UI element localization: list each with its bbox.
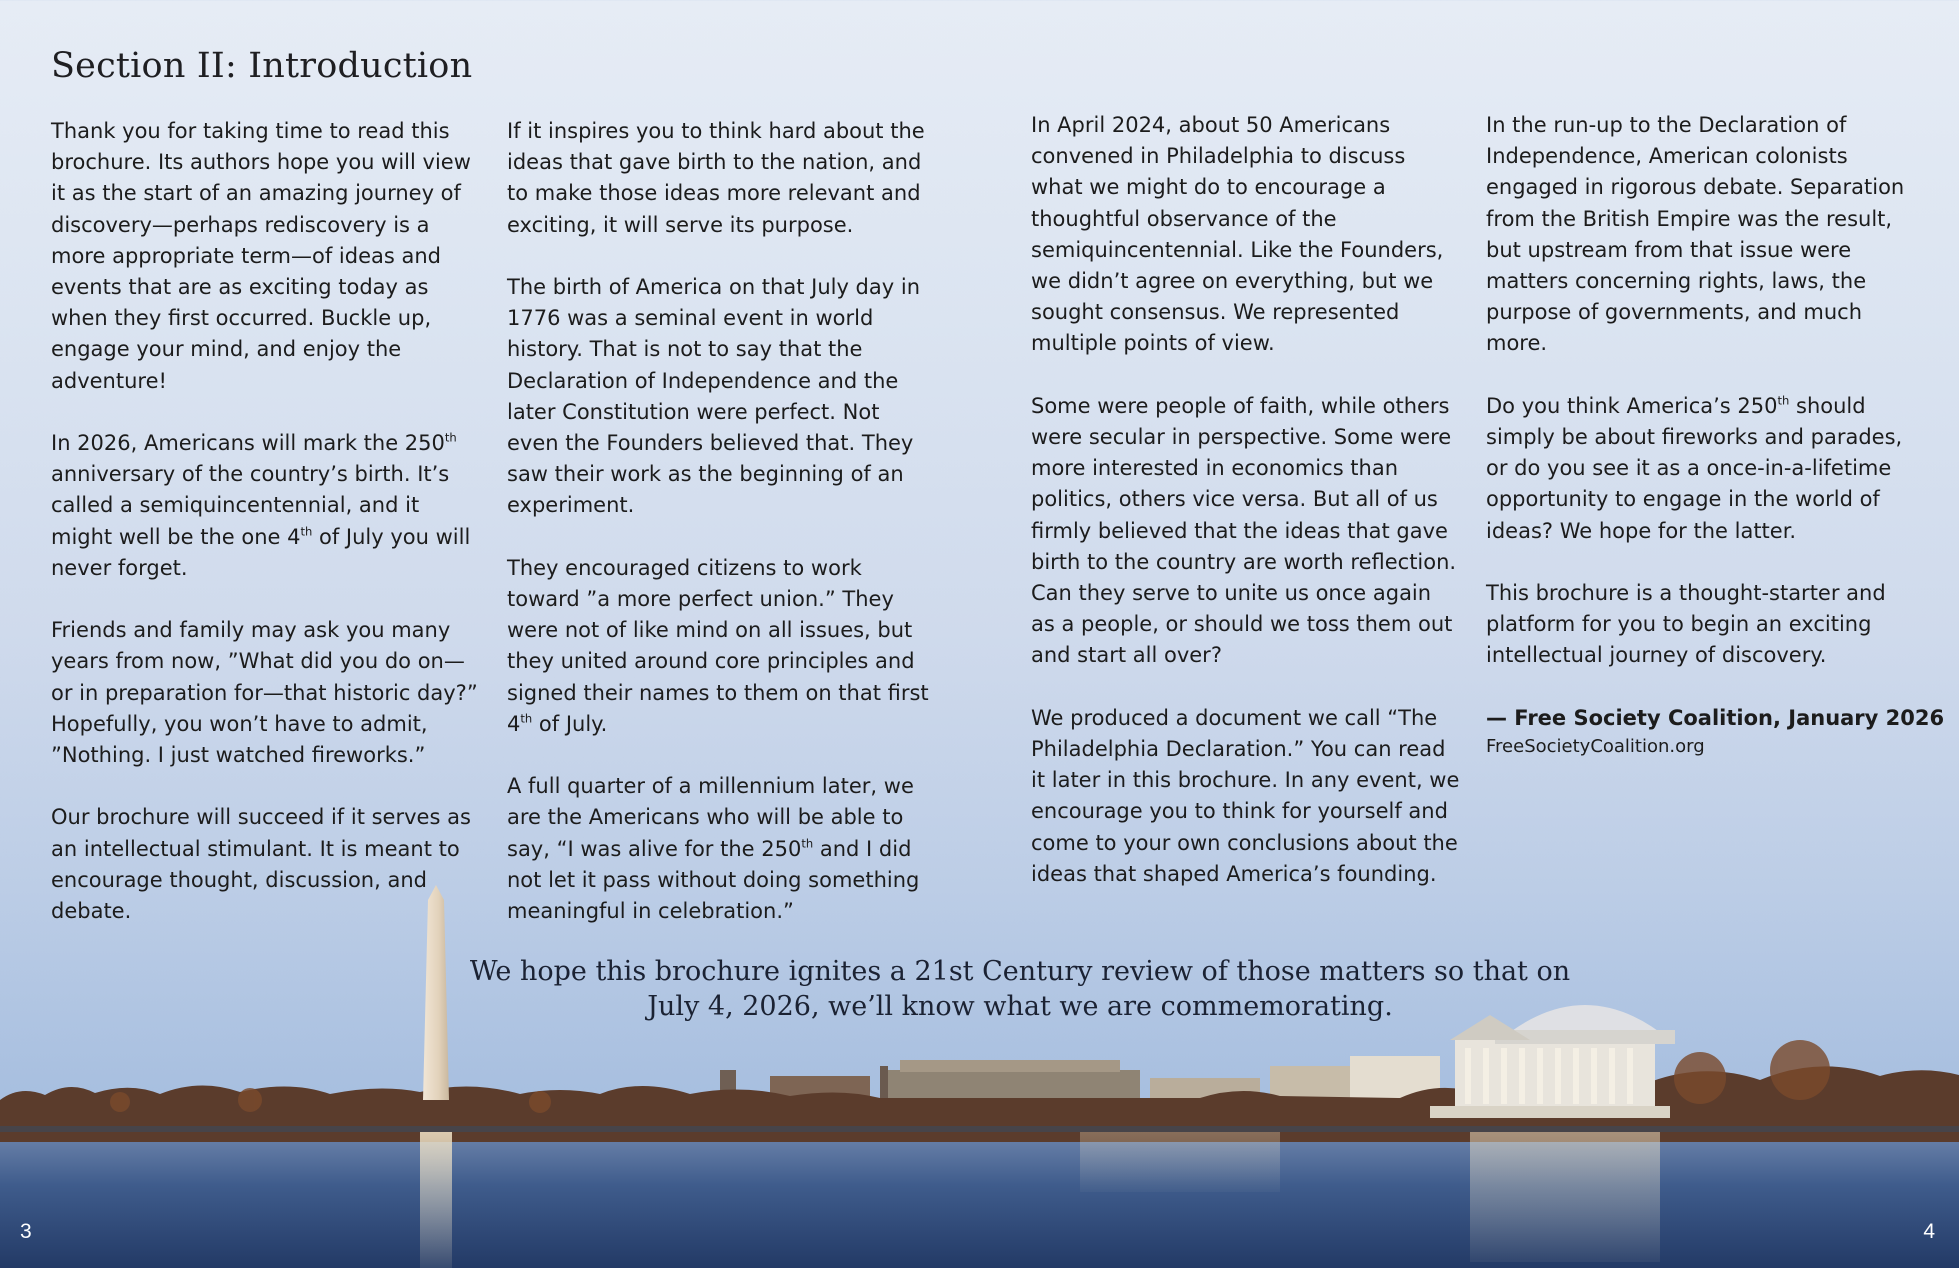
paragraph: This brochure is a thought-starter and platform for you to begin an exciting intellectual journey of discovery. xyxy=(1486,581,1886,668)
paragraph: In April 2024, about 50 Americans convened in Philadelphia to discuss what we might do to encourage a thoughtful observance of the semiquincentennial. Like the Founders, we didn’t agree on everything, but we sought consensus. We represented multiple points of view. xyxy=(1031,113,1444,356)
paragraph: We produced a document we call “The Philadelphia Declaration.” You can read it later in this brochure. In any event, we encourage you to think for yourself and come to your own conclusions about the ideas that shaped America’s founding. xyxy=(1031,705,1460,886)
closing-quote-line: We hope this brochure ignites a 21st Century review of those matters so that on xyxy=(469,956,1571,987)
text-column-2 xyxy=(507,116,937,958)
paragraph: In 2026, Americans will mark the 250th anniversary of the country’s birth. It’s called a semiquincentennial, and it might well be the one 4th of July you will never forget. xyxy=(51,430,471,580)
website-text: FreeSocietyCoalition.org xyxy=(1486,735,1705,757)
paragraph: Do you think America’s 250th should simply be about fireworks and parades, or do you see it as a once-in-a-lifetime opportunity to engage in the world of ideas? We hope for the latter. xyxy=(1486,393,1903,543)
paragraph: They encouraged citizens to work toward ”a more perfect union.” They were not of like mind on all issues, but they united around core principles and signed their names to them on that first 4th of July. xyxy=(507,555,929,736)
text-column-3 xyxy=(1031,110,1461,921)
paragraph: Friends and family may ask you many years from now, ”What did you do on—or in preparation for—that historic day?” Hopefully, you won’t have to admit, ”Nothing. I just watched fireworks.” xyxy=(51,618,478,768)
paragraph: Our brochure will succeed if it serves as an intellectual stimulant. It is meant to encourage thought, discussion, and debate. xyxy=(51,805,471,924)
closing-quote xyxy=(0,954,1959,1024)
text-column-4 xyxy=(1486,110,1945,760)
closing-quote-line: July 4, 2026, we’ll know what we are commemorating. xyxy=(647,991,1393,1022)
signature: — Free Society Coalition, January 2026 xyxy=(1486,705,1945,730)
page-number-left: 3 xyxy=(20,1220,32,1243)
paragraph: Some were people of faith, while others were secular in perspective. Some were more interested in economics than politics, others vice versa. But all of us firmly believed that the ideas that gave birth to the country are worth reflection. Can they serve to unite us once again as a people, or should we toss them out and start all over? xyxy=(1031,393,1457,668)
text-column-1 xyxy=(51,116,481,958)
paragraph: The birth of America on that July day in 1776 was a seminal event in world history. That is not to say that the Declaration of Independence and the later Constitution were perfect. Not even the Founders believed that. They saw their work as the beginning of an experiment. xyxy=(507,275,921,518)
washington-skyline-illustration xyxy=(0,880,1959,1268)
paragraph: A full quarter of a millennium later, we are the Americans who will be able to say, “I was alive for the 250th and I did not let it pass without doing something meaningful in celebration.” xyxy=(507,774,920,924)
page-number-right: 4 xyxy=(1923,1220,1935,1243)
paragraph: In the run-up to the Declaration of Independence, American colonists engaged in rigorous debate. Separation from the British Empire was the result, but upstream from that issue were matters concerning rights, laws, the purpose of governments, and much more. xyxy=(1486,113,1905,356)
paragraph: Thank you for taking time to read this brochure. Its authors hope you will view it as the start of an amazing journey of discovery—perhaps rediscovery is a more appropriate term—of ideas and events that are as exciting today as when they first occurred. Buckle up, engage your mind, and enjoy the adventure! xyxy=(51,119,471,393)
paragraph: If it inspires you to think hard about the ideas that gave birth to the nation, and to make those ideas more relevant and exciting, it will serve its purpose. xyxy=(507,119,925,237)
page-title: Section II: Introduction xyxy=(51,46,473,86)
